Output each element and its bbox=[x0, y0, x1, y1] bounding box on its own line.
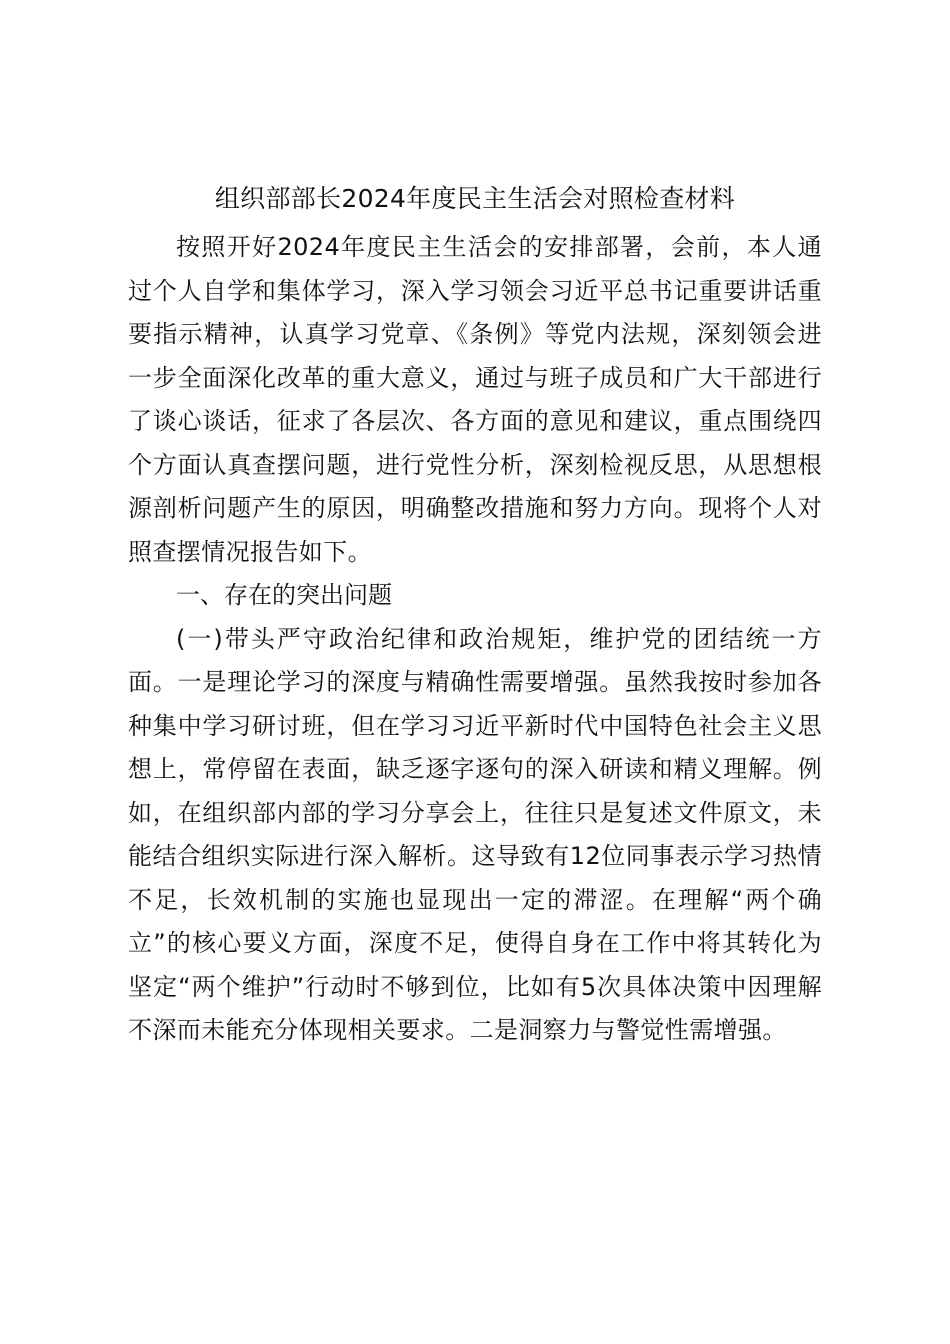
document-body bbox=[128, 180, 822, 1053]
intro-paragraph: 按照开好2024年度民主生活会的安排部署，会前，本人通过个人自学和集体学习，深入学习领会习近平总书记重要讲话重要指示精神，认真学习党章、《条例》等党内法规，深刻领会进一步全面深化改革的重大意义，通过与班子成员和广大干部进行了谈心谈话，征求了各层次、各方面的意见和建议，重点围绕四个方面认真查摆问题，进行党性分析，深刻检视反思，从思想根源剖析问题产生的原因，明确整改措施和努力方向。现将个人对照查摆情况报告如下。 bbox=[128, 233, 822, 566]
section-heading: 一、存在的突出问题 bbox=[176, 581, 392, 609]
section-paragraph: (一)带头严守政治纪律和政治规矩，维护党的团结统一方面。一是理论学习的深度与精确性需要增强。虽然我按时参加各种集中学习研讨班，但在学习习近平新时代中国特色社会主义思想上，常停留在表面，缺乏逐字逐句的深入研读和精义理解。例如，在组织部内部的学习分享会上，往往只是复述文件原文，未能结合组织实际进行深入解析。这导致有12位同事表示学习热情不足，长效机制的实施也显现出一定的滞涩。在理解“两个确立”的核心要义方面，深度不足，使得自身在工作中将其转化为坚定“两个维护”行动时不够到位，比如有5次具体决策中因理解不深而未能充分体现相关要求。二是洞察力与警觉性需增强。 bbox=[128, 624, 822, 1044]
document-title: 组织部部长2024年度民主生活会对照检查材料 bbox=[214, 184, 736, 213]
